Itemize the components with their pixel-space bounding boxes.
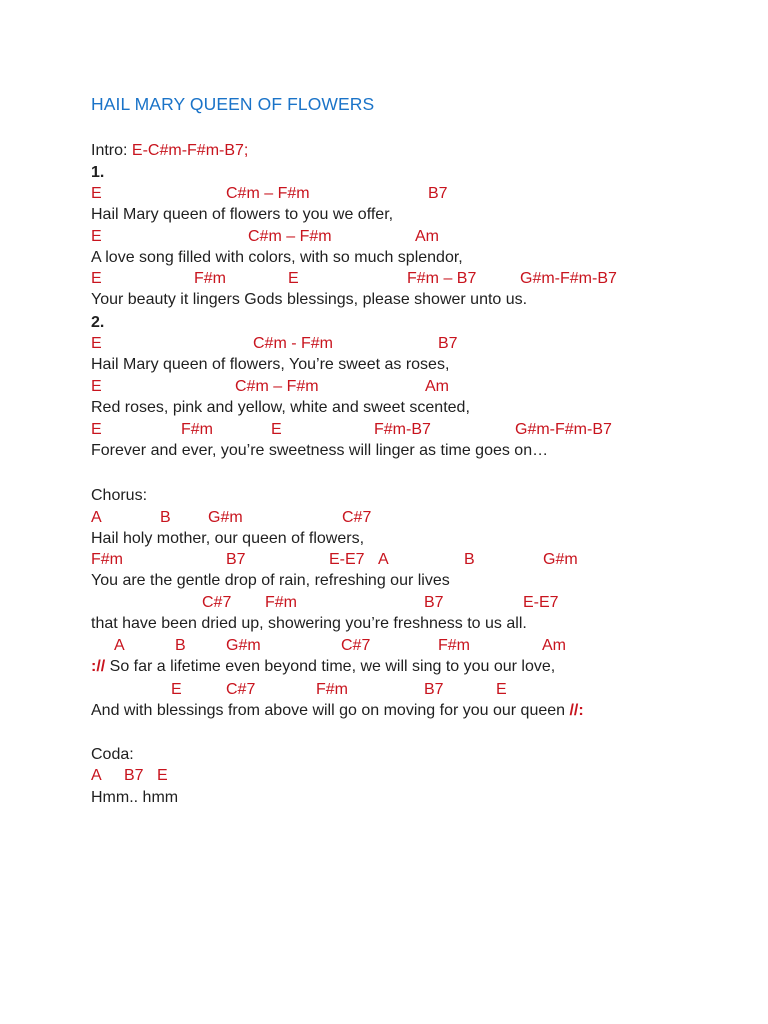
coda-chord-line bbox=[0, 765, 768, 787]
chord: G#m-F#m-B7 bbox=[520, 270, 617, 287]
verse-2-chord-line-1 bbox=[0, 333, 768, 355]
chord: F#m bbox=[438, 637, 470, 654]
chorus-chord-line-3 bbox=[0, 592, 768, 614]
chord: C#m – F#m bbox=[235, 378, 319, 395]
verse-2-label: 2. bbox=[91, 314, 105, 331]
intro-label: Intro: bbox=[91, 142, 132, 159]
chord: F#m bbox=[194, 270, 226, 287]
chorus-lyric-line-1: Hail holy mother, our queen of flowers, bbox=[91, 530, 365, 547]
chord: F#m-B7 bbox=[374, 421, 431, 438]
chord: F#m bbox=[91, 551, 123, 568]
coda-lyric-line: Hmm.. hmm bbox=[91, 789, 179, 806]
chorus-chord-line-5 bbox=[0, 679, 768, 701]
chord: E bbox=[91, 228, 102, 245]
chord: E bbox=[157, 767, 168, 784]
chorus-chord-line-4 bbox=[0, 635, 768, 657]
chord: A bbox=[114, 637, 125, 654]
chord: G#m bbox=[543, 551, 578, 568]
chord: G#m bbox=[226, 637, 261, 654]
chorus-lyric-line-5 bbox=[91, 700, 584, 722]
chord: E-E7 bbox=[523, 594, 559, 611]
chord: A bbox=[91, 767, 102, 784]
chord: A bbox=[378, 551, 389, 568]
chorus-lyric-line-3: that have been dried up, showering you’re freshness to us all. bbox=[91, 615, 527, 632]
chord: E-E7 bbox=[329, 551, 365, 568]
chord: F#m bbox=[265, 594, 297, 611]
chord: Am bbox=[415, 228, 439, 245]
chord: C#7 bbox=[202, 594, 232, 611]
chord: F#m – B7 bbox=[407, 270, 477, 287]
chord: B7 bbox=[424, 681, 444, 698]
chorus-lyric-line-4 bbox=[91, 656, 555, 678]
intro-chords: E-C#m-F#m-B7; bbox=[131, 142, 249, 159]
chord: C#7 bbox=[342, 509, 372, 526]
chord: B7 bbox=[124, 767, 144, 784]
repeat-open-sign: :// bbox=[91, 658, 106, 675]
verse-1-chord-line-1 bbox=[0, 183, 768, 205]
chord: G#m bbox=[208, 509, 243, 526]
verse-2-lyric-line-3: Forever and ever, you’re sweetness will linger as time goes on… bbox=[91, 442, 549, 459]
chord: E bbox=[171, 681, 182, 698]
chord: A bbox=[91, 509, 102, 526]
chord: E bbox=[288, 270, 299, 287]
lyric-text: And with blessings from above will go on moving for you our queen bbox=[91, 702, 570, 719]
chord: B7 bbox=[438, 335, 458, 352]
chord: C#7 bbox=[226, 681, 256, 698]
chord: C#m - F#m bbox=[253, 335, 333, 352]
verse-1-lyric-line-3: Your beauty it lingers Gods blessings, please shower unto us. bbox=[91, 291, 528, 308]
chord: E bbox=[91, 270, 102, 287]
chord: F#m bbox=[181, 421, 213, 438]
verse-1-lyric-line-2: A love song filled with colors, with so much splendor, bbox=[91, 249, 463, 266]
chord: B bbox=[160, 509, 171, 526]
chord: E bbox=[496, 681, 507, 698]
chord: B7 bbox=[424, 594, 444, 611]
chord: F#m bbox=[316, 681, 348, 698]
verse-1-chord-line-2 bbox=[0, 226, 768, 248]
chord: E bbox=[91, 185, 102, 202]
verse-2-lyric-line-1: Hail Mary queen of flowers, You’re sweet as roses, bbox=[91, 356, 450, 373]
chord: E bbox=[271, 421, 282, 438]
verse-1-chord-line-3 bbox=[0, 268, 768, 290]
chord: B7 bbox=[226, 551, 246, 568]
verse-2-lyric-line-2: Red roses, pink and yellow, white and sweet scented, bbox=[91, 399, 470, 416]
chord: Am bbox=[425, 378, 449, 395]
chorus-label: Chorus: bbox=[91, 487, 148, 504]
repeat-close-sign: //: bbox=[569, 702, 584, 719]
chord: C#7 bbox=[341, 637, 371, 654]
chord: B bbox=[464, 551, 475, 568]
verse-2-chord-line-2 bbox=[0, 376, 768, 398]
chorus-chord-line-1 bbox=[0, 507, 768, 529]
chord: Am bbox=[542, 637, 566, 654]
chord: E bbox=[91, 335, 102, 352]
chorus-lyric-line-2: You are the gentle drop of rain, refreshing our lives bbox=[91, 572, 450, 589]
chord: B bbox=[175, 637, 186, 654]
chord: G#m-F#m-B7 bbox=[515, 421, 612, 438]
chord: E bbox=[91, 378, 102, 395]
chorus-chord-line-2 bbox=[0, 549, 768, 571]
chord: C#m – F#m bbox=[226, 185, 310, 202]
chord: B7 bbox=[428, 185, 448, 202]
verse-1-label: 1. bbox=[91, 164, 105, 181]
chord: E bbox=[91, 421, 102, 438]
song-title: HAIL MARY QUEEN OF FLOWERS bbox=[91, 94, 375, 114]
intro-line bbox=[91, 140, 248, 162]
coda-label: Coda: bbox=[91, 746, 134, 763]
lyric-text: So far a lifetime even beyond time, we will sing to you our love, bbox=[105, 658, 556, 675]
verse-1-lyric-line-1: Hail Mary queen of flowers to you we offer, bbox=[91, 206, 394, 223]
verse-2-chord-line-3 bbox=[0, 419, 768, 441]
chord: C#m – F#m bbox=[248, 228, 332, 245]
